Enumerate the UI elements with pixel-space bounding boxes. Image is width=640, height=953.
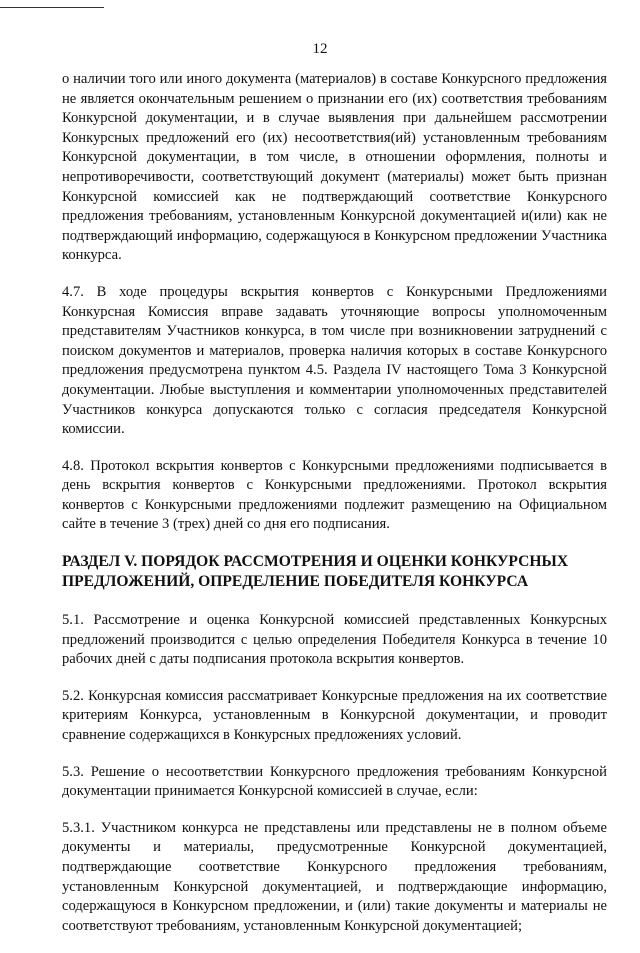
paragraph-4-7: 4.7. В ходе процедуры вскрытия конвертов с Конкурсными Предложениями Конкурсная Комиссия вправе задавать уточняющие вопросы уполномоченным представителям Участников конкурса, в том числе при возникновении затруднений с поиском документов и материалов, проверка наличия которых в составе Конкурсного предложения предусмотрена пунктом 4.5. Раздела IV настоящего Тома 3 Конкурсной документации. Любые выступления и комментарии уполномоченных представителей Участников конкурса допускаются только с согласия председателя Конкурсной комиссии. — [62, 283, 607, 438]
paragraph-5-2: 5.2. Конкурсная комиссия рассматривает Конкурсные предложения на их соответствие критериям Конкурса, установленным в Конкурсной документации, и проводит сравнение содержащихся в Конкурсных предложениях условий. — [62, 687, 607, 744]
scan-artifact-line — [0, 7, 104, 8]
paragraph-intro: о наличии того или иного документа (материалов) в составе Конкурсного предложения не является окончательным решением о признании его (их) соответствия требованиям Конкурсной документации, и в случае выявления при дальнейшем рассмотрении Конкурсных предложений его (их) несоответствия(ий) установленным требованиям Конкурсной документации, в том числе, в отношении оформления, полноты и непротиворечивости, соответствующий документ (материалы) может быть признан Конкурсной комиссией как не подтверждающий соответствие Конкурсного предложения требованиям, установленным Конкурсной документацией и(или) как не подтверждающий информацию, содержащуюся в Конкурсном предложении Участника конкурса. — [62, 71, 607, 264]
paragraph-5-3: 5.3. Решение о несоответствии Конкурсного предложения требованиям Конкурсной документации принимается Конкурсной комиссией в случае, если: — [62, 763, 607, 800]
document-body — [62, 70, 607, 953]
section-5-heading: РАЗДЕЛ V. ПОРЯДОК РАССМОТРЕНИЯ И ОЦЕНКИ КОНКУРСНЫХ ПРЕДЛОЖЕНИЙ, ОПРЕДЕЛЕНИЕ ПОБЕДИТЕЛЯ КОНКУРСА — [62, 553, 569, 591]
page-number: 12 — [312, 41, 328, 57]
paragraph-5-3-1: 5.3.1. Участником конкурса не представлены или представлены не в полном объеме документы и материалы, предусмотренные Конкурсной документацией, подтверждающие соответствие Конкурсного предложения требованиям, установленным Конкурсной документацией, и подтверждающие информацию, содержащуюся в Конкурсном предложении, и (или) такие документы и материалы не соответствуют требованиям, установленным Конкурсной документацией; — [62, 819, 607, 934]
paragraph-5-1: 5.1. Рассмотрение и оценка Конкурсной комиссией представленных Конкурсных предложений производится с целью определения Победителя Конкурса в течение 10 рабочих дней с даты подписания протокола вскрытия конвертов. — [62, 612, 607, 668]
paragraph-4-8: 4.8. Протокол вскрытия конвертов с Конкурсными предложениями подписывается в день вскрытия конвертов с Конкурсными предложениями. Протокол вскрытия конвертов с Конкурсными предложениями подлежит размещению на Официальном сайте в течение 3 (трех) дней со дня его подписания. — [62, 457, 607, 533]
